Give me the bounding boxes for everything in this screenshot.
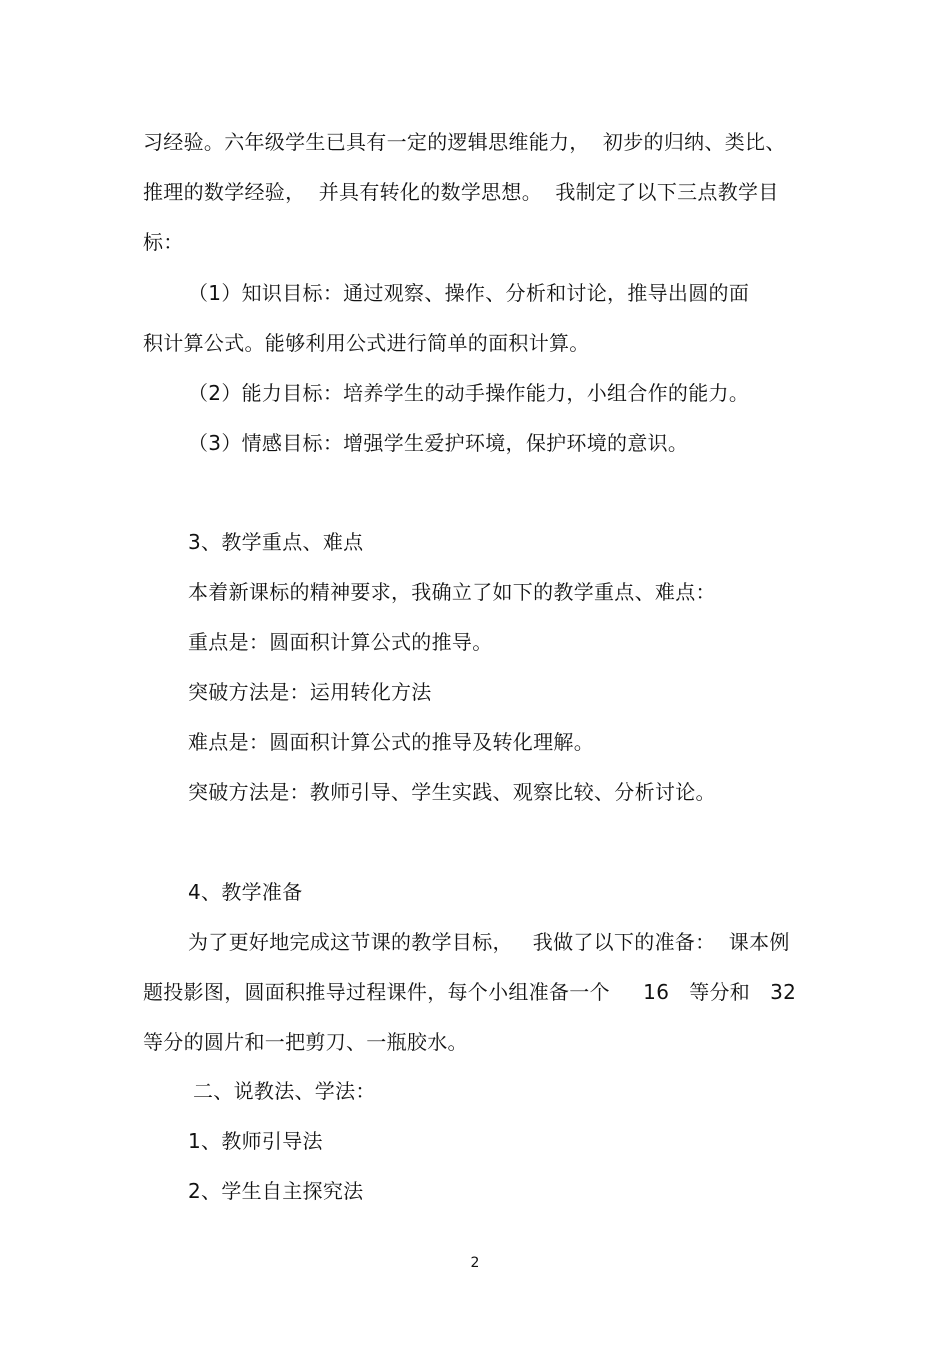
page-number: 2 <box>470 1255 480 1271</box>
section-heading: 4、教学准备 <box>188 880 303 904</box>
section-heading: 二、说教法、学法： <box>193 1079 376 1103</box>
paragraph-line: 突破方法是：教师引导、学生实践、观察比较、分析讨论。 <box>188 780 716 804</box>
paragraph-line: 难点是：圆面积计算公式的推导及转化理解。 <box>188 730 594 754</box>
paragraph-line: 标： <box>143 230 184 254</box>
paragraph-line: 等分的圆片和一把剪刀、一瓶胶水。 <box>143 1030 468 1054</box>
goal-ability-line: （2）能力目标：培养学生的动手操作能力，小组合作的能力。 <box>188 381 750 405</box>
paragraph-line: 推理的数学经验， 并具有转化的数学思想。 我制定了以下三点教学目 <box>143 180 779 204</box>
paragraph-line: 本着新课标的精神要求，我确立了如下的教学重点、难点： <box>188 580 716 604</box>
list-item: 1、教师引导法 <box>188 1129 323 1153</box>
list-item: 2、学生自主探究法 <box>188 1179 364 1203</box>
goal-knowledge-line: （1）知识目标：通过观察、操作、分析和讨论，推导出圆的面 <box>188 281 750 305</box>
paragraph-line: 重点是：圆面积计算公式的推导。 <box>188 630 493 654</box>
paragraph-line: 习经验。六年级学生已具有一定的逻辑思维能力， 初步的归纳、类比、 <box>143 130 786 154</box>
goal-emotion-line: （3）情感目标：增强学生爱护环境，保护环境的意识。 <box>188 431 689 455</box>
section-heading: 3、教学重点、难点 <box>188 530 364 554</box>
goal-knowledge-line: 积计算公式。能够利用公式进行简单的面积计算。 <box>143 331 590 355</box>
paragraph-line: 为了更好地完成这节课的教学目标， 我做了以下的准备： 课本例 <box>188 930 790 954</box>
paragraph-line: 突破方法是：运用转化方法 <box>188 680 432 704</box>
paragraph-line: 题投影图，圆面积推导过程课件，每个小组准备一个 16 等分和 32 <box>143 980 797 1004</box>
